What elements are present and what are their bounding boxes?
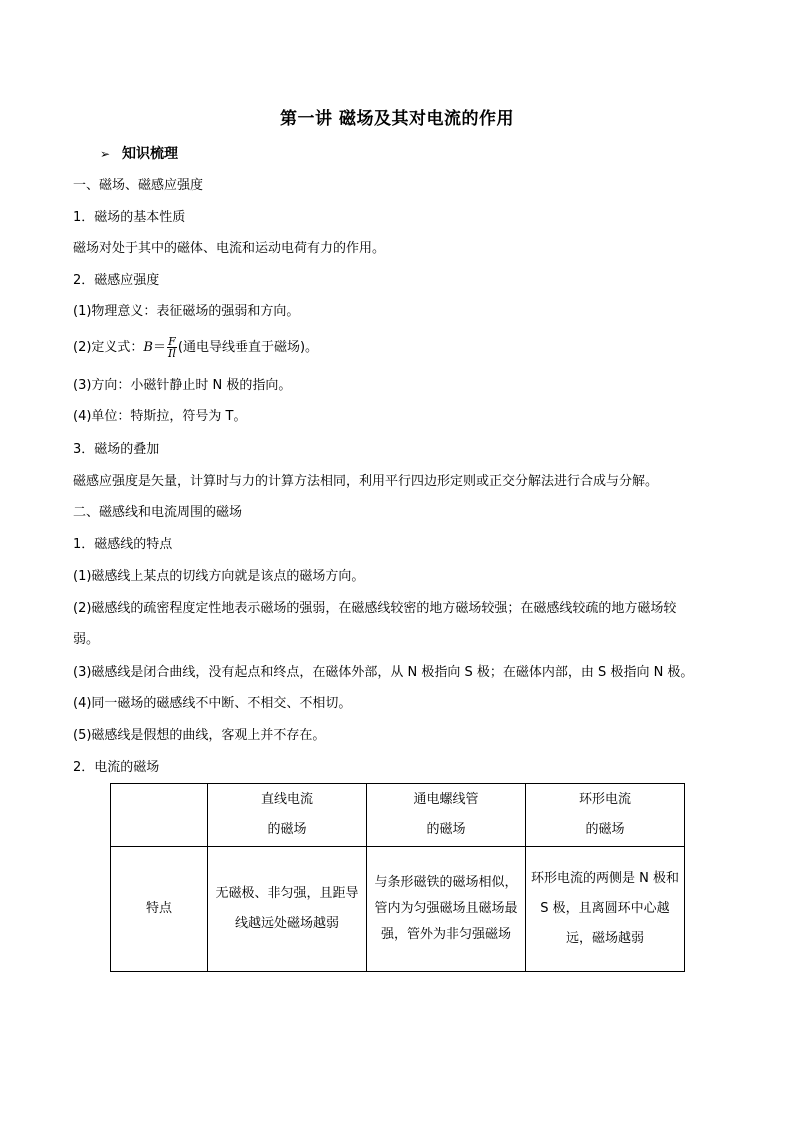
- formula-denominator: Il: [168, 347, 176, 360]
- item-s2-1-3: (3)磁感线是闭合曲线，没有起点和终点，在磁体外部，从 N 极指向 S 极；在磁体内部，由 S 极指向 N 极。: [73, 665, 694, 680]
- section-heading-text: 知识梳理: [122, 146, 178, 162]
- cell-ring-current: 环形电流的两侧是 N 极和 S 极，且离圆环中心越远，磁场越弱: [526, 847, 685, 972]
- heading-s1: 一、磁场、磁感应强度: [73, 178, 204, 193]
- table-header-cell: [111, 784, 208, 847]
- subheading-s1-1: 1．磁场的基本性质: [73, 210, 186, 225]
- arrow-bullet-icon: ➢: [100, 147, 111, 161]
- item-s1-2-2-formula: [73, 335, 318, 361]
- section-heading: [100, 146, 178, 162]
- item-s2-1-5: (5)磁感线是假想的曲线，客观上并不存在。: [73, 728, 326, 743]
- formula-suffix: (通电导线垂直于磁场)。: [177, 340, 319, 355]
- table-header-cell: [367, 784, 526, 847]
- formula-numerator: F: [168, 335, 176, 348]
- header-solenoid-l2: 的磁场: [426, 822, 466, 837]
- formula-fraction: [167, 336, 177, 359]
- table-row: [111, 847, 685, 972]
- header-straight-l1: 直线电流: [260, 792, 313, 807]
- cell-solenoid: 与条形磁铁的磁场相似，管内为匀强磁场且磁场最强，管外为非匀强磁场: [367, 847, 526, 972]
- header-solenoid-l1: 通电螺线管: [413, 792, 479, 807]
- subheading-s2-2: 2．电流的磁场: [73, 760, 160, 775]
- formula-var-b: B: [143, 340, 153, 355]
- subheading-s1-3: 3．磁场的叠加: [73, 442, 160, 457]
- page-title: 第一讲 磁场及其对电流的作用: [280, 109, 514, 129]
- table-header-cell: [526, 784, 685, 847]
- current-magnetic-field-table: [110, 783, 685, 972]
- heading-s2: 二、磁感线和电流周围的磁场: [73, 505, 243, 520]
- paragraph-s1-1: 磁场对处于其中的磁体、电流和运动电荷有力的作用。: [73, 241, 386, 256]
- formula-equals: ＝: [152, 340, 166, 355]
- formula-prefix: (2)定义式：: [73, 340, 144, 355]
- header-straight-l2: 的磁场: [267, 822, 307, 837]
- paragraph-s1-3: 磁感应强度是矢量，计算时与力的计算方法相同，利用平行四边形定则或正交分解法进行合成与分解。: [73, 474, 659, 489]
- row-label-features: 特点: [111, 847, 208, 972]
- table-header-cell: [208, 784, 367, 847]
- item-s1-2-3: (3)方向：小磁针静止时 N 极的指向。: [73, 378, 292, 393]
- item-s1-2-1: (1)物理意义：表征磁场的强弱和方向。: [73, 304, 300, 319]
- cell-straight-current: 无磁极、非匀强，且距导线越远处磁场越弱: [208, 847, 367, 972]
- item-s2-1-2-line1: (2)磁感线的疏密程度定性地表示磁场的强弱，在磁感线较密的地方磁场较强；在磁感线较疏的地方磁场较: [73, 601, 677, 616]
- header-ring-l1: 环形电流: [578, 792, 631, 807]
- subheading-s2-1: 1．磁感线的特点: [73, 537, 173, 552]
- table-header-row: [111, 784, 685, 847]
- item-s2-1-2-line2: 弱。: [73, 632, 100, 647]
- item-s1-2-4: (4)单位：特斯拉，符号为 T。: [73, 409, 247, 424]
- header-ring-l2: 的磁场: [585, 822, 625, 837]
- subheading-s1-2: 2．磁感应强度: [73, 273, 160, 288]
- item-s2-1-1: (1)磁感线上某点的切线方向就是该点的磁场方向。: [73, 569, 365, 584]
- item-s2-1-4: (4)同一磁场的磁感线不中断、不相交、不相切。: [73, 696, 352, 711]
